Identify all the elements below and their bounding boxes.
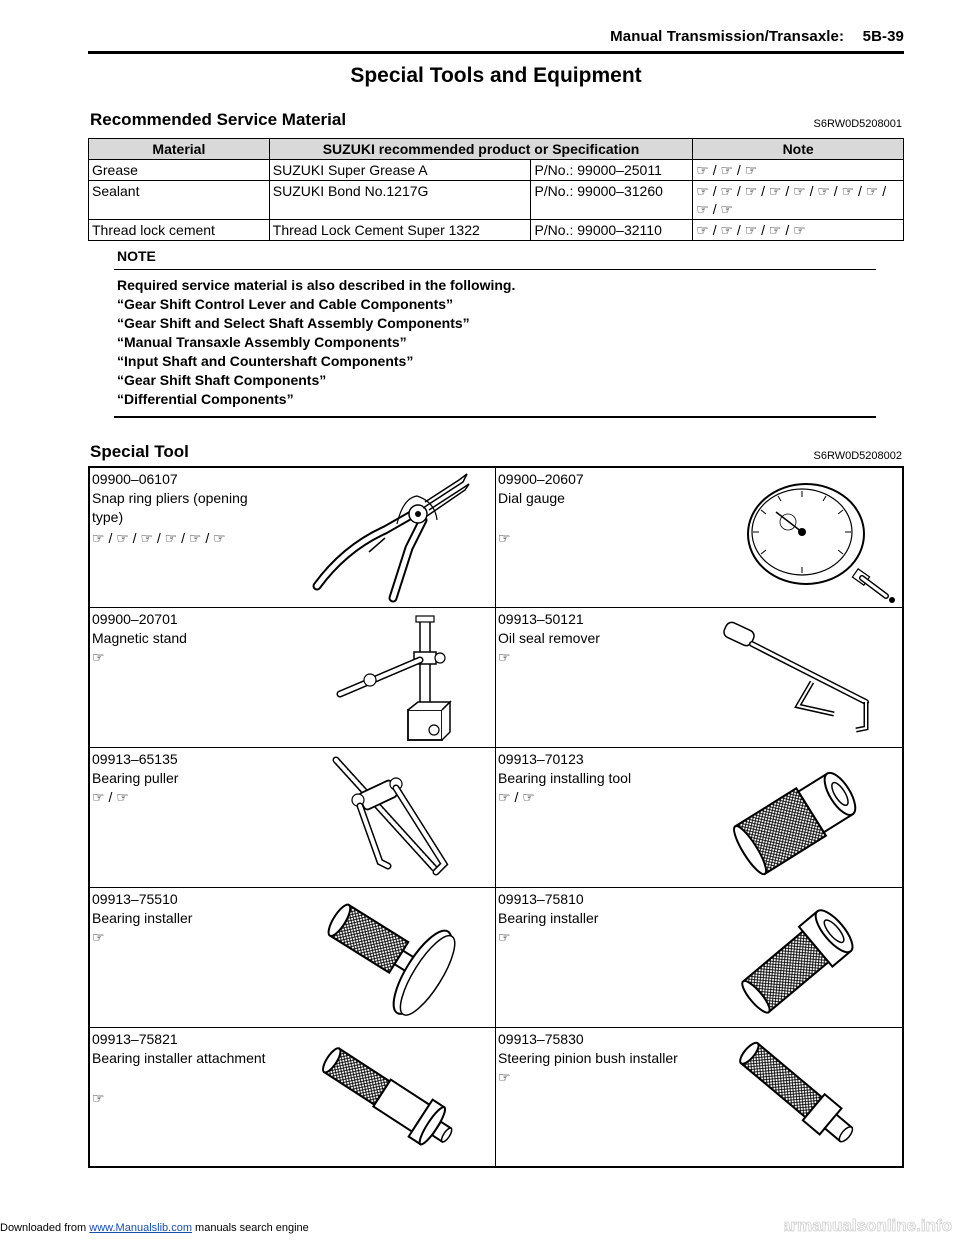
note-line[interactable]: “Differential Components” (117, 391, 294, 407)
tool-refs[interactable]: ☞ / ☞ (92, 789, 129, 805)
tool-number: 09913–75510 (92, 891, 178, 907)
table-row (89, 181, 904, 220)
material-cell: Thread lock cement (89, 220, 270, 241)
tool-name: Bearing installer (92, 910, 193, 926)
tool-number: 09913–75830 (498, 1031, 584, 1047)
tool-refs[interactable]: ☞ (92, 929, 105, 945)
magnetic-stand-icon (330, 614, 470, 746)
material-section-id: S6RW0D5208001 (813, 118, 902, 130)
note-cell[interactable]: ☞ / ☞ / ☞ / ☞ / ☞ (693, 220, 904, 241)
table-row (89, 160, 904, 181)
tool-section-title: Special Tool (90, 442, 189, 461)
note-body (114, 276, 876, 409)
tool-name: Snap ring pliers (opening type) (92, 490, 248, 525)
tool-refs[interactable]: ☞ (92, 649, 105, 665)
tool-section-id: S6RW0D5208002 (813, 450, 902, 462)
tool-cell (90, 1028, 496, 1168)
header-title: Manual Transmission/Transaxle: (610, 28, 845, 45)
tool-cell (90, 608, 496, 748)
page-header (88, 28, 904, 50)
bearing-installer-attachment-icon (316, 1034, 476, 1164)
note-top-rule (114, 269, 876, 270)
tool-number: 09913–65135 (92, 751, 178, 767)
note-line[interactable]: “Input Shaft and Countershaft Components” (117, 353, 414, 369)
tool-cell (496, 608, 902, 748)
tool-refs[interactable]: ☞ / ☞ (498, 789, 535, 805)
tool-number: 09913–50121 (498, 611, 584, 627)
tool-name: Dial gauge (498, 490, 565, 506)
dial-gauge-icon (736, 474, 906, 604)
tool-refs[interactable]: ☞ (498, 530, 511, 546)
header-rule (88, 51, 904, 54)
tool-cell (496, 468, 902, 608)
tool-refs[interactable]: ☞ / ☞ / ☞ / ☞ / ☞ / ☞ (92, 530, 226, 546)
service-material-table (88, 138, 904, 241)
tool-number: 09913–75810 (498, 891, 584, 907)
tool-number: 09900–20701 (92, 611, 178, 627)
tool-name: Bearing installer attachment (92, 1050, 266, 1066)
page-title: Special Tools and Equipment (350, 64, 642, 87)
tool-cell (90, 748, 496, 888)
product-cell: SUZUKI Super Grease A (269, 160, 531, 181)
column-header-note: Note (693, 139, 904, 160)
manualslib-link[interactable]: www.Manualslib.com (89, 1222, 192, 1234)
note-line[interactable]: “Gear Shift Control Lever and Cable Components” (117, 296, 454, 312)
part-number-cell: P/No.: 99000–32110 (531, 220, 693, 241)
column-header-material: Material (89, 139, 270, 160)
download-footer (0, 1222, 309, 1234)
page-number: 5B-39 (862, 28, 904, 45)
bearing-installing-tool-icon (732, 758, 882, 882)
tool-number: 09900–06107 (92, 471, 178, 487)
tool-cell (90, 468, 496, 608)
material-section-title: Recommended Service Material (90, 110, 347, 129)
material-section-heading (88, 106, 904, 130)
note-line[interactable]: “Manual Transaxle Assembly Components” (117, 334, 407, 350)
tool-section-heading (88, 438, 904, 462)
oil-seal-remover-icon (716, 618, 886, 744)
tool-number: 09913–70123 (498, 751, 584, 767)
bearing-puller-icon (324, 752, 464, 886)
footer-prefix: Downloaded from (0, 1222, 90, 1234)
part-number-cell: P/No.: 99000–25011 (531, 160, 693, 181)
tool-refs[interactable]: ☞ (92, 1090, 105, 1106)
note-title: NOTE (117, 248, 156, 264)
watermark-text: carmanualsonline.info (784, 1216, 952, 1235)
tool-cell (496, 1028, 902, 1168)
material-cell: Grease (89, 160, 270, 181)
snap-ring-pliers-icon (305, 468, 485, 608)
tool-name: Oil seal remover (498, 630, 600, 646)
product-cell: Thread Lock Cement Super 1322 (269, 220, 531, 241)
carmanualsonline-watermark (784, 1210, 954, 1238)
steering-pinion-bush-installer-icon (732, 1034, 882, 1164)
tool-name: Bearing installing tool (498, 770, 632, 786)
note-line: Required service material is also described in the following. (117, 277, 516, 293)
product-cell: SUZUKI Bond No.1217G (269, 181, 531, 220)
tool-name: Steering pinion bush installer (498, 1050, 678, 1066)
tool-number: 09913–75821 (92, 1031, 178, 1047)
note-bottom-rule (114, 416, 876, 418)
tool-refs[interactable]: ☞ (498, 649, 511, 665)
table-header-row (89, 139, 904, 160)
part-number-cell: P/No.: 99000–31260 (531, 181, 693, 220)
tool-cell (496, 888, 902, 1028)
tool-name: Bearing puller (92, 770, 179, 786)
note-line[interactable]: “Gear Shift and Select Shaft Assembly Components” (117, 315, 470, 331)
tool-refs[interactable]: ☞ (498, 1069, 511, 1085)
footer-suffix: manuals search engine (191, 1222, 309, 1234)
tool-name: Magnetic stand (92, 630, 187, 646)
note-cell[interactable]: ☞ / ☞ / ☞ / ☞ / ☞ / ☞ / ☞ / ☞ / ☞ / ☞ (693, 181, 904, 220)
tool-cell (496, 748, 902, 888)
bearing-installer-2-icon (740, 896, 880, 1022)
note-box (114, 248, 876, 418)
material-cell: Sealant (89, 181, 270, 220)
tool-refs[interactable]: ☞ (498, 929, 511, 945)
note-line[interactable]: “Gear Shift Shaft Components” (117, 372, 327, 388)
special-tool-table (88, 466, 904, 1168)
table-row (89, 220, 904, 241)
note-cell[interactable]: ☞ / ☞ / ☞ (693, 160, 904, 181)
tool-name: Bearing installer (498, 910, 599, 926)
tool-cell (90, 888, 496, 1028)
tool-number: 09900–20607 (498, 471, 584, 487)
bearing-installer-icon (322, 894, 472, 1024)
column-header-product: SUZUKI recommended product or Specification (269, 139, 692, 160)
